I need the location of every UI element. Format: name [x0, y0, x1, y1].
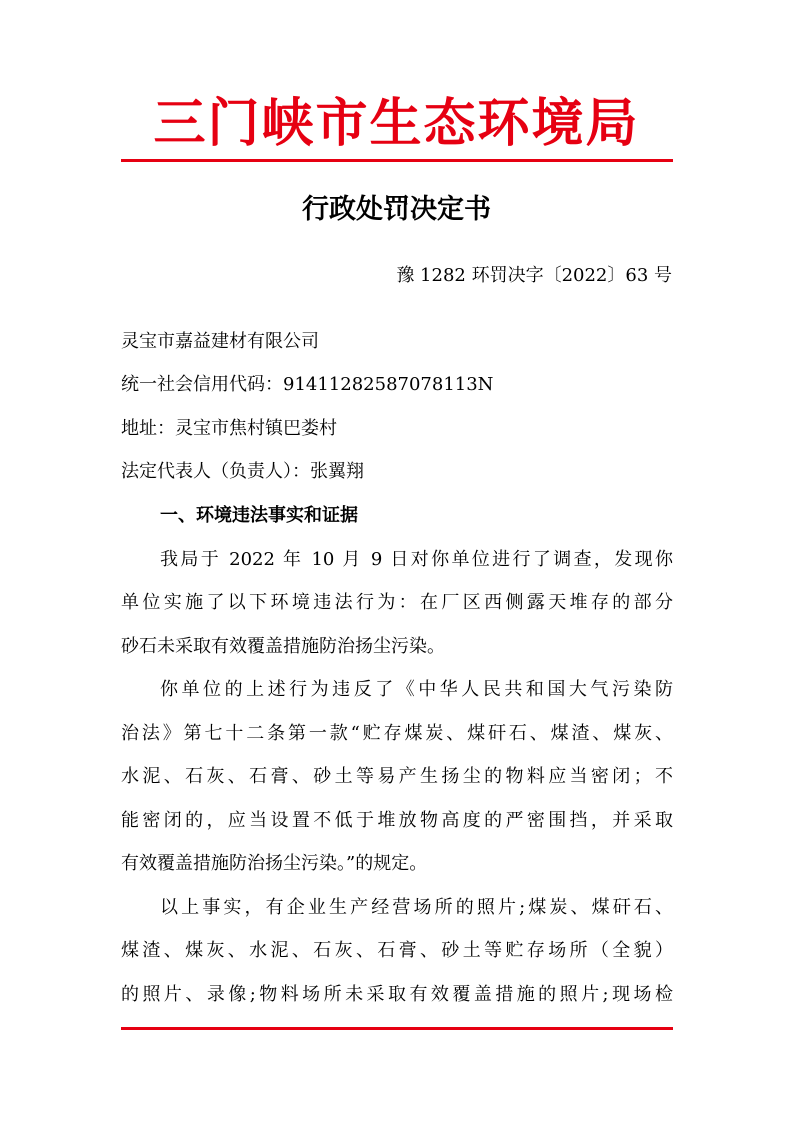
paragraph-line: 单位实施了以下环境违法行为：在厂区西侧露天堆存的部分 [121, 592, 673, 613]
header-red-rule [121, 159, 673, 162]
paragraph-line: 有效覆盖措施防治扬尘污染。”的规定。 [121, 853, 428, 874]
section-heading: 一、环境违法事实和证据 [160, 505, 358, 526]
document-number: 豫 1282 环罚决字〔2022〕63 号 [396, 265, 672, 286]
party-name: 灵宝市嘉益建材有限公司 [121, 331, 319, 352]
party-credit-code: 统一社会信用代码：91411282587078113N [121, 374, 494, 395]
paragraph-line: 能密闭的，应当设置不低于堆放物高度的严密围挡，并采取 [121, 810, 673, 831]
agency-name: 三门峡市生态环境局 [153, 93, 640, 154]
paragraph-line: 的照片、录像;物料场所未采取有效覆盖措施的照片;现场检 [121, 984, 673, 1005]
paragraph-line: 水泥、石灰、石膏、砂土等易产生扬尘的物料应当密闭；不 [121, 766, 673, 787]
paragraph-line: 砂石未采取有效覆盖措施防治扬尘污染。 [121, 636, 445, 657]
document-title: 行政处罚决定书 [302, 194, 491, 225]
paragraph-line: 我局于 2022 年 10 月 9 日对你单位进行了调查，发现你 [160, 549, 673, 570]
party-address: 地址：灵宝市焦村镇巴娄村 [121, 418, 337, 439]
paragraph-line: 治法》第七十二条第一款“贮存煤炭、煤矸石、煤渣、煤灰、 [121, 723, 673, 744]
paragraph-line: 你单位的上述行为违反了《中华人民共和国大气污染防 [160, 679, 673, 700]
footer-red-rule [121, 1027, 673, 1030]
paragraph-line: 煤渣、煤灰、水泥、石灰、石膏、砂土等贮存场所（全貌） [121, 940, 673, 961]
party-representative: 法定代表人（负责人）：张翼翔 [121, 461, 364, 482]
paragraph-line: 以上事实，有企业生产经营场所的照片;煤炭、煤矸石、 [160, 897, 673, 918]
